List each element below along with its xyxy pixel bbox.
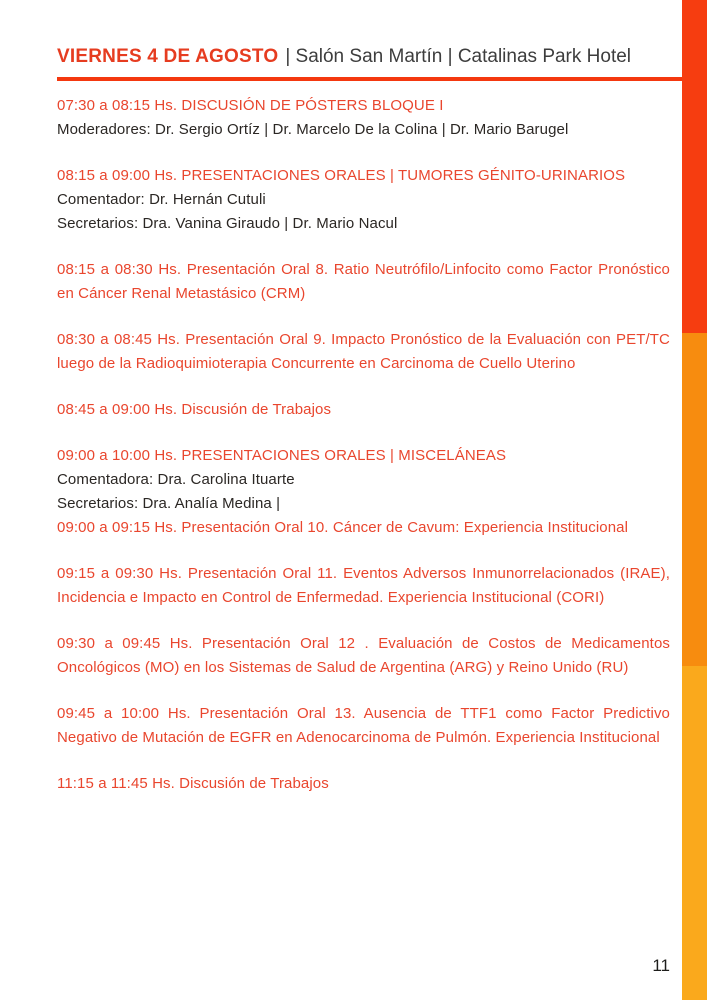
schedule-line: Moderadores: Dr. Sergio Ortíz | Dr. Marcelo De la Colina | Dr. Mario Barugel bbox=[57, 121, 569, 138]
schedule-block bbox=[57, 562, 670, 610]
page-number: 11 bbox=[652, 956, 670, 975]
schedule-block bbox=[57, 702, 670, 750]
accent-amber-segment bbox=[682, 666, 707, 1000]
schedule-block bbox=[57, 632, 670, 680]
schedule-line: Secretarios: Dra. Analía Medina | bbox=[57, 495, 281, 512]
schedule-block bbox=[57, 772, 670, 796]
accent-red-segment bbox=[682, 0, 707, 333]
page-title: VIERNES 4 DE AGOSTO bbox=[57, 46, 279, 67]
schedule-line: 08:30 a 08:45 Hs. Presentación Oral 9. Impacto Pronóstico de la Evaluación con PET/TC luego de la Radioquimioterapia Concurrente en Carcinoma de Cuello Uterino bbox=[57, 331, 670, 372]
schedule-line: 07:30 a 08:15 Hs. DISCUSIÓN DE PÓSTERS BLOQUE I bbox=[57, 97, 444, 114]
schedule-line: 09:00 a 10:00 Hs. PRESENTACIONES ORALES | MISCELÁNEAS bbox=[57, 447, 507, 464]
schedule-line: 08:15 a 08:30 Hs. Presentación Oral 8. Ratio Neutrófilo/Linfocito como Factor Pronóstico en Cáncer Renal Metastásico (CRM) bbox=[57, 261, 670, 302]
page-header bbox=[57, 46, 631, 68]
schedule-line: 09:15 a 09:30 Hs. Presentación Oral 11. Eventos Adversos Inmunorrelacionados (IRAE), Incidencia e Impacto en Control de Enfermedad. Experiencia Institucional (CORI) bbox=[57, 565, 670, 606]
schedule-block bbox=[57, 258, 670, 306]
header-divider bbox=[57, 77, 682, 81]
schedule-line: Comentador: Dr. Hernán Cutuli bbox=[57, 191, 266, 208]
schedule-block bbox=[57, 398, 670, 422]
schedule-line: 11:15 a 11:45 Hs. Discusión de Trabajos bbox=[57, 775, 329, 792]
schedule-block bbox=[57, 328, 670, 376]
accent-orange-segment bbox=[682, 333, 707, 666]
venue-subtitle: | Salón San Martín | Catalinas Park Hotel bbox=[285, 46, 632, 67]
schedule-list bbox=[57, 94, 670, 818]
schedule-line: Comentadora: Dra. Carolina Ituarte bbox=[57, 471, 295, 488]
accent-sidebar bbox=[682, 0, 707, 1000]
schedule-line: 08:45 a 09:00 Hs. Discusión de Trabajos bbox=[57, 401, 332, 418]
schedule-block bbox=[57, 94, 670, 142]
schedule-line: 09:30 a 09:45 Hs. Presentación Oral 12 . Evaluación de Costos de Medicamentos Oncológicos (MO) en los Sistemas de Salud de Argentina (ARG) y Reino Unido (RU) bbox=[57, 635, 670, 676]
schedule-block bbox=[57, 444, 670, 540]
schedule-line: 09:00 a 09:15 Hs. Presentación Oral 10. Cáncer de Cavum: Experiencia Institucional bbox=[57, 519, 629, 536]
schedule-line: 09:45 a 10:00 Hs. Presentación Oral 13. Ausencia de TTF1 como Factor Predictivo Negativo de Mutación de EGFR en Adenocarcinoma de Pulmón. Experiencia Institucional bbox=[57, 705, 670, 746]
schedule-line: Secretarios: Dra. Vanina Giraudo | Dr. Mario Nacul bbox=[57, 215, 398, 232]
schedule-block bbox=[57, 164, 670, 236]
schedule-line: 08:15 a 09:00 Hs. PRESENTACIONES ORALES | TUMORES GÉNITO-URINARIOS bbox=[57, 167, 626, 184]
